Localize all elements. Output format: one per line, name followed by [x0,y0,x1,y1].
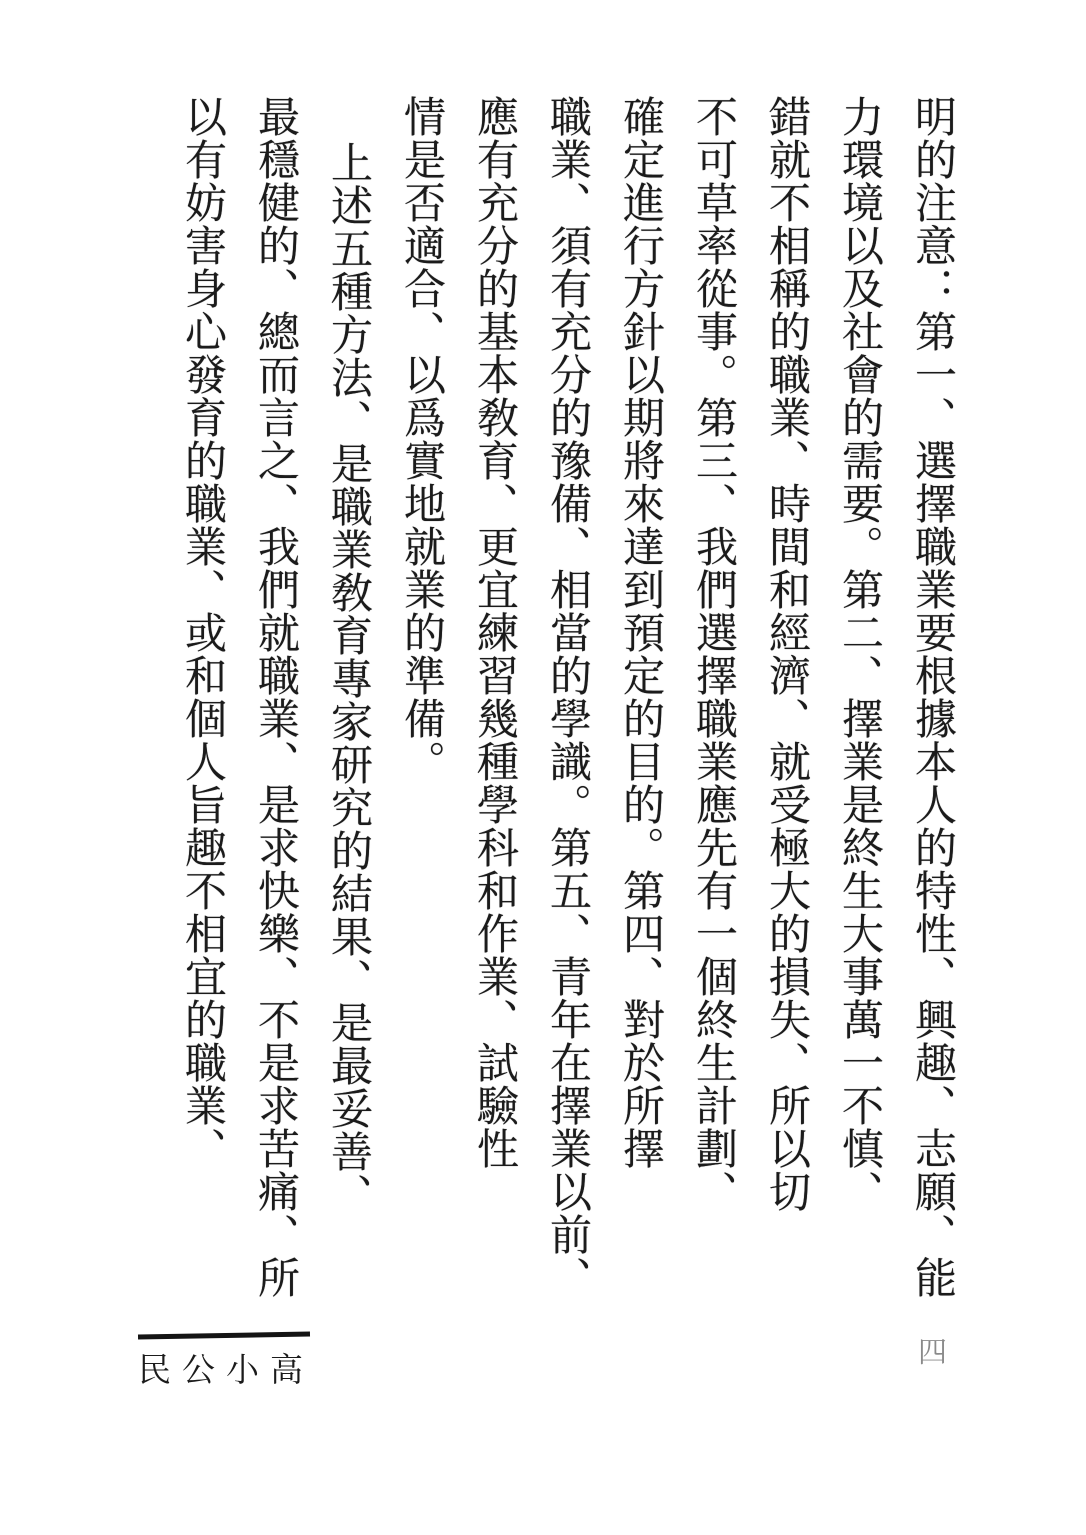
text-column-10: 最穩健的、總而言之、我們就職業、是求快樂、不是求苦痛、所 [252,95,298,1299]
text-column-11: 以有妨害身心發育的職業、或和個人旨趣不相宜的職業、 [179,95,225,1170]
footer-running-title [138,1333,314,1391]
text-column-2: 力環境以及社會的需要。第二、擇業是終生大事萬一不慎、 [836,95,882,1213]
text-column-7: 應有充分的基本敎育、更宜練習幾種學科和作業、試驗性 [471,95,517,1170]
text-column-6: 職業、須有充分的豫備、相當的學識。第五、青年在擇業以前、 [544,95,590,1299]
text-column-8: 情是否適合、以爲實地就業的準備。 [398,95,444,783]
text-column-5: 確定進行方針以期將來達到預定的目的。第四、對於所擇 [617,95,663,1170]
text-column-4: 不可草率從事。第三、我們選擇職業應先有一個終生計劃、 [690,95,736,1213]
text-column-9: 上述五種方法、是職業敎育專家研究的結果、是最妥善、 [325,141,371,1216]
footer-rule [138,1331,310,1339]
book-title: 民公小高 [138,1353,314,1389]
text-column-1: 明的注意：第一、選擇職業要根據本人的特性、興趣、志願、能 [909,95,955,1299]
page-number: 四 [918,1337,948,1369]
text-column-3: 錯就不相稱的職業、時間和經濟、就受極大的損失、所以切 [763,95,809,1213]
vertical-text-block [181,95,953,1376]
